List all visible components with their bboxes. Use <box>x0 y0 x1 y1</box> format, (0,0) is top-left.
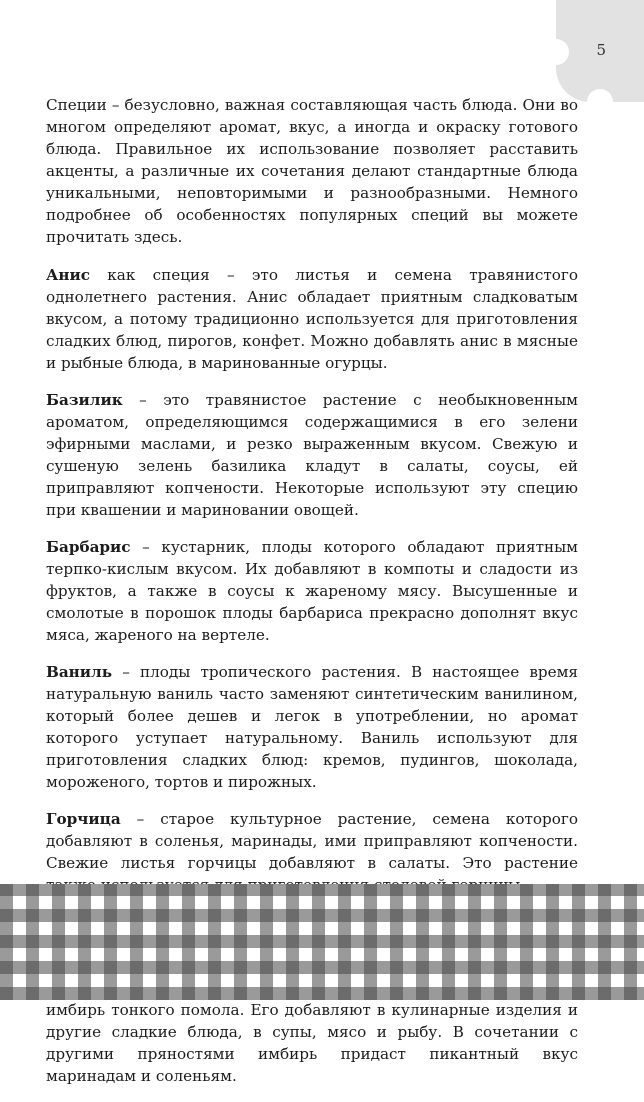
spice-description: – кустарник, плоды которого обладают приятным терпко-кислым вкусом. Их добавляют в компоты и сладости из фруктов, а также в соусы к жареному мясу. Высушенные и смолотые в порошок плоды барбариса прекрасно дополнят вкус мяса, жареного на вертеле. <box>46 538 578 644</box>
spice-description: – это травянистое растение с необыкновенным ароматом, определяющимся содержащимися в его зелени эфирными маслами, и резко выраженным вкусом. Свежую и сушеную зелень базилика кладут в салаты, соусы, ей приправляют копчености. Некоторые используют эту специю при квашении и мариновании овощей. <box>46 391 578 519</box>
spice-term: Барбарис <box>46 538 131 556</box>
spice-description: – старое культурное растение, семена которого добавляют в соленья, маринады, ими приправляют копчености. Свежие листья горчицы добавляют в салаты. Это растение <box>46 810 578 872</box>
spice-description: как специя – это листья и семена травянистого однолетнего растения. Анис обладает приятным сладковатым вкусом, а потому традиционно используется для приготовления сладких блюд, пирогов, конфет. Можно добавлять анис в мясные и рыбные блюда, в маринованные огурцы. <box>46 266 578 372</box>
spice-term: Ваниль <box>46 663 113 681</box>
spice-entry-mustard <box>46 808 578 896</box>
spice-entry-vanilla <box>46 661 578 793</box>
spice-term: Анис <box>46 266 90 284</box>
intro-paragraph: Специи – безусловно, важная составляющая часть блюда. Они во многом определяют аромат, вкус, а иногда и окраску готового блюда. Правильное их использование позволяет расставить акценты, а различные их сочетания делают стандартные блюда уникальными, неповторимыми и разнообразными. Немного подробнее об особенностях популярных специй вы можете прочитать здесь. <box>46 96 578 246</box>
spice-entry-anise <box>46 264 578 374</box>
spice-description: – плоды тропического растения. В настоящее время натуральную ваниль часто заменяют синтетическим ванилином, который более дешев и легок в употреблении, но аромат которого уступает натуральному. Ваниль используют для приготовления сладких блюд: кремов, пудингов, шоколада, мороженого, тортов и пирожных. <box>46 663 578 791</box>
spice-entry-basil <box>46 389 578 521</box>
spice-entry-barberry <box>46 536 578 646</box>
spice-term: Базилик <box>46 391 123 409</box>
spice-description: имбирь тонкого помола. Его добавляют в кулинарные изделия и другие сладкие блюда, в супы, мясо и рыбу. В сочетании с другими пряностями имбирь придаст пикантный вкус маринадам и соленьям. <box>46 1001 578 1085</box>
gingham-footer-pattern <box>0 884 644 1000</box>
page-number: 5 <box>596 41 606 59</box>
spice-term: Горчица <box>46 810 121 828</box>
